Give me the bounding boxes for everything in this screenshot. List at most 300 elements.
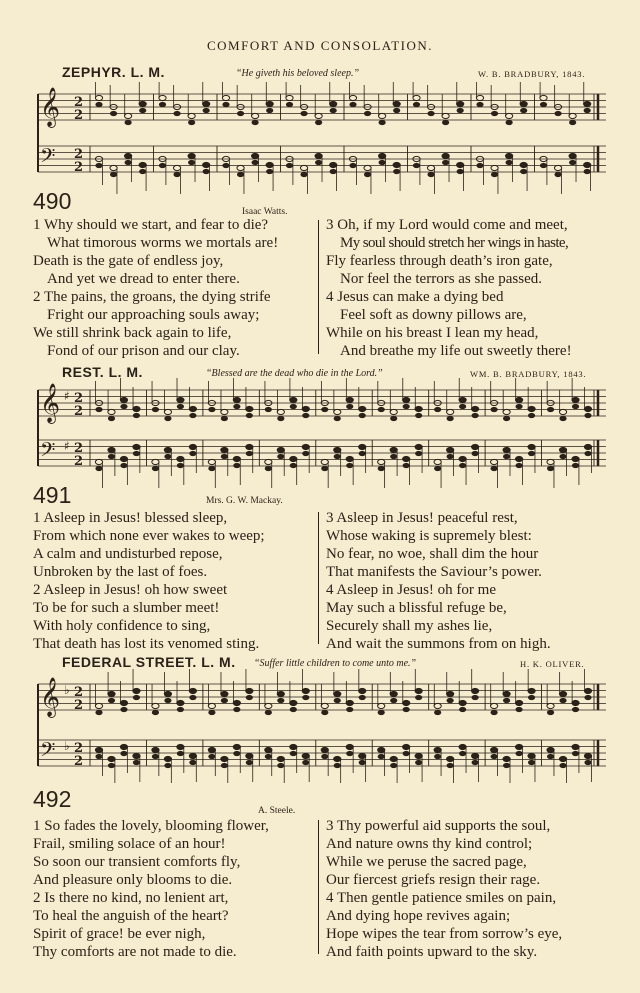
note-head (133, 413, 140, 418)
note-head (108, 416, 115, 421)
note-head (334, 454, 341, 459)
note-head (472, 695, 479, 700)
note-head (321, 710, 328, 715)
note-head (346, 751, 353, 756)
note-head (321, 459, 328, 464)
note-head (434, 466, 441, 471)
note-head (515, 397, 522, 402)
note-head (491, 165, 498, 170)
note-head (447, 447, 454, 452)
note-head (300, 165, 307, 170)
note-head (515, 707, 522, 712)
note-head (120, 707, 127, 712)
note-head (506, 153, 513, 158)
verse-line: 2 Asleep in Jesus! oh how sweet (33, 582, 228, 598)
note-head (447, 691, 454, 696)
note-head (442, 120, 449, 125)
column-divider (318, 512, 319, 644)
note-head (359, 406, 366, 411)
note-head (152, 466, 159, 471)
note-head (277, 416, 284, 421)
note-head (572, 707, 579, 712)
note-head (491, 111, 498, 116)
note-head (221, 698, 228, 703)
note-head (515, 700, 522, 705)
note-head (152, 710, 159, 715)
verse-line: 2 The pains, the groans, the dying strife (33, 289, 271, 305)
note-head (520, 108, 527, 113)
note-head (547, 466, 554, 471)
note-head (584, 753, 591, 758)
note-head (540, 163, 547, 168)
note-head (177, 397, 184, 402)
note-head (246, 695, 253, 700)
note-head (221, 409, 228, 414)
hymn-author: Mrs. G. W. Mackay. (206, 496, 283, 506)
note-head (528, 760, 535, 765)
verse-line: 3 Thy powerful aid supports the soul, (326, 818, 551, 834)
note-head (572, 456, 579, 461)
note-head (221, 756, 228, 761)
note-head (378, 407, 385, 412)
note-head (359, 413, 366, 418)
note-head (164, 763, 171, 768)
note-head (152, 703, 159, 708)
note-head (415, 688, 422, 693)
note-head (188, 120, 195, 125)
note-head (447, 454, 454, 459)
note-head (133, 451, 140, 456)
note-head (393, 108, 400, 113)
note-head (515, 404, 522, 409)
note-head (286, 95, 293, 100)
note-head (290, 707, 297, 712)
flat-icon: ♭ (64, 683, 70, 697)
note-head (208, 710, 215, 715)
note-head (378, 710, 385, 715)
verses-right (326, 216, 572, 360)
note-head (459, 397, 466, 402)
note-head (120, 744, 127, 749)
note-head (300, 172, 307, 177)
note-head (476, 102, 483, 107)
note-head (265, 466, 272, 471)
note-head (334, 763, 341, 768)
note-head (403, 404, 410, 409)
note-head (346, 744, 353, 749)
note-head (403, 700, 410, 705)
note-head (237, 165, 244, 170)
note-head (252, 153, 259, 158)
note-head (390, 698, 397, 703)
note-head (447, 698, 454, 703)
note-head (434, 710, 441, 715)
note-head (349, 102, 356, 107)
note-head (447, 416, 454, 421)
note-head (472, 688, 479, 693)
note-head (265, 407, 272, 412)
note-head (246, 406, 253, 411)
note-head (139, 169, 146, 174)
note-head (164, 756, 171, 761)
note-head (321, 754, 328, 759)
note-head (300, 111, 307, 116)
note-head (346, 700, 353, 705)
note-head (110, 111, 117, 116)
note-head (572, 751, 579, 756)
time-signature-icon: 2 (74, 441, 84, 456)
note-head (108, 409, 115, 414)
verse-line: 4 Jesus can make a dying bed (326, 289, 504, 305)
note-head (413, 102, 420, 107)
note-head (108, 756, 115, 761)
note-head (403, 463, 410, 468)
verse-line: No fear, no woe, shall dim the hour (326, 546, 539, 562)
time-signature-icon: 2 (74, 160, 84, 175)
note-head (540, 102, 547, 107)
note-head (415, 753, 422, 758)
verse-line: That manifests the Saviour’s power. (326, 564, 542, 580)
note-head (120, 751, 127, 756)
note-head (290, 700, 297, 705)
note-head (547, 407, 554, 412)
verses-left (33, 216, 278, 360)
verse-line: Fly fearless through death’s iron gate, (326, 253, 553, 269)
note-head (459, 456, 466, 461)
verse-line: 3 Oh, if my Lord would come and meet, (326, 217, 568, 233)
note-head (459, 707, 466, 712)
note-head (346, 397, 353, 402)
verse-line: Fond of our prison and our clay. (47, 343, 240, 359)
time-signature-icon: 2 (74, 685, 84, 700)
note-head (415, 406, 422, 411)
note-head (302, 695, 309, 700)
note-head (265, 747, 272, 752)
note-head (427, 165, 434, 170)
note-head (152, 407, 159, 412)
sharp-icon: ♯ (64, 389, 70, 403)
verse-line: Hope wipes the tear from sorrow’s eye, (326, 926, 563, 942)
note-head (359, 760, 366, 765)
note-head (286, 102, 293, 107)
note-head (237, 172, 244, 177)
note-head (203, 169, 210, 174)
note-head (290, 463, 297, 468)
note-head (364, 165, 371, 170)
note-head (302, 406, 309, 411)
note-head (459, 700, 466, 705)
note-head (108, 698, 115, 703)
verses-right (326, 817, 562, 961)
verse-line: And yet we dread to enter there. (47, 271, 240, 287)
note-head (133, 406, 140, 411)
note-head (472, 760, 479, 765)
note-head (222, 163, 229, 168)
note-head (125, 113, 132, 118)
verse-line: Death is the gate of endless joy, (33, 253, 224, 269)
note-head (390, 756, 397, 761)
note-head (459, 463, 466, 468)
sharp-icon: ♯ (64, 439, 70, 453)
note-head (390, 454, 397, 459)
note-head (189, 753, 196, 758)
note-head (189, 688, 196, 693)
treble-clef-icon: 𝄞 (40, 383, 61, 423)
note-head (177, 744, 184, 749)
note-head (491, 710, 498, 715)
note-head (413, 163, 420, 168)
note-head (233, 751, 240, 756)
note-head (177, 463, 184, 468)
note-head (346, 707, 353, 712)
note-head (120, 456, 127, 461)
note-head (177, 404, 184, 409)
verse-line: 1 So fades the lovely, blooming flower, (33, 818, 269, 834)
note-head (120, 404, 127, 409)
note-head (379, 113, 386, 118)
note-head (540, 95, 547, 100)
note-head (208, 754, 215, 759)
note-head (506, 120, 513, 125)
verses-right (326, 509, 551, 653)
note-head (177, 456, 184, 461)
note-head (427, 172, 434, 177)
note-head (378, 459, 385, 464)
note-head (188, 160, 195, 165)
note-head (252, 113, 259, 118)
note-head (125, 160, 132, 165)
note-head (584, 688, 591, 693)
note-head (554, 172, 561, 177)
note-head (152, 754, 159, 759)
note-head (189, 451, 196, 456)
note-head (528, 695, 535, 700)
note-head (528, 406, 535, 411)
note-head (290, 744, 297, 749)
note-head (415, 444, 422, 449)
note-head (393, 101, 400, 106)
verse-line: May such a blissful refuge be, (326, 600, 507, 616)
note-head (390, 409, 397, 414)
note-head (265, 459, 272, 464)
note-head (252, 120, 259, 125)
note-head (346, 456, 353, 461)
note-head (572, 397, 579, 402)
note-head (584, 444, 591, 449)
scripture-motto: “Blessed are the dead who die in the Lord.” (206, 368, 383, 379)
note-head (302, 753, 309, 758)
note-head (95, 95, 102, 100)
music-score-rest (0, 378, 640, 490)
verse-line: 4 Then gentle patience smiles on pain, (326, 890, 557, 906)
treble-clef-icon: 𝄞 (40, 677, 61, 717)
note-head (95, 710, 102, 715)
music-score-federal-street (0, 668, 640, 783)
note-head (95, 407, 102, 412)
note-head (108, 691, 115, 696)
note-head (152, 459, 159, 464)
verse-line: 4 Asleep in Jesus! oh for me (326, 582, 496, 598)
note-head (233, 463, 240, 468)
note-head (359, 753, 366, 758)
note-head (164, 691, 171, 696)
verse-line: 2 Is there no kind, no lenient art, (33, 890, 229, 906)
note-head (447, 763, 454, 768)
note-head (164, 409, 171, 414)
note-head (569, 160, 576, 165)
note-head (472, 451, 479, 456)
tune-name-rest: REST. L. M. (62, 364, 143, 380)
note-head (177, 751, 184, 756)
note-head (547, 754, 554, 759)
note-head (277, 756, 284, 761)
note-head (110, 172, 117, 177)
hymn-author: A. Steele. (258, 806, 296, 816)
note-head (233, 404, 240, 409)
note-head (125, 120, 132, 125)
note-head (164, 416, 171, 421)
note-head (133, 688, 140, 693)
note-head (177, 707, 184, 712)
note-head (221, 691, 228, 696)
note-head (246, 688, 253, 693)
note-head (503, 698, 510, 703)
time-signature-icon: 2 (74, 108, 84, 123)
hymn-number: 490 (33, 188, 72, 214)
note-head (520, 101, 527, 106)
note-head (246, 760, 253, 765)
note-head (133, 444, 140, 449)
note-head (139, 108, 146, 113)
note-head (173, 111, 180, 116)
note-head (569, 120, 576, 125)
note-head (472, 753, 479, 758)
flat-icon: ♭ (64, 739, 70, 753)
note-head (120, 463, 127, 468)
note-head (503, 447, 510, 452)
note-head (108, 763, 115, 768)
verse-line: 1 Asleep in Jesus! blessed sleep, (33, 510, 228, 526)
note-head (222, 102, 229, 107)
note-head (321, 747, 328, 752)
note-head (364, 111, 371, 116)
note-head (164, 454, 171, 459)
note-head (364, 172, 371, 177)
note-head (403, 397, 410, 402)
bass-clef-icon: 𝄢 (40, 144, 56, 172)
note-head (277, 698, 284, 703)
note-head (221, 416, 228, 421)
note-head (233, 456, 240, 461)
note-head (286, 163, 293, 168)
note-head (559, 763, 566, 768)
verse-line: And dying hope revives again; (326, 908, 511, 924)
note-head (459, 744, 466, 749)
note-head (459, 404, 466, 409)
note-head (559, 409, 566, 414)
verse-line: While on his breast I lean my head, (326, 325, 539, 341)
note-head (108, 454, 115, 459)
note-head (315, 120, 322, 125)
note-head (359, 695, 366, 700)
note-head (459, 751, 466, 756)
note-head (349, 163, 356, 168)
note-head (359, 451, 366, 456)
time-signature-icon: 2 (74, 741, 84, 756)
note-head (189, 406, 196, 411)
verse-line: 1 Why should we start, and fear to die? (33, 217, 269, 233)
note-head (110, 165, 117, 170)
note-head (427, 111, 434, 116)
note-head (133, 695, 140, 700)
note-head (378, 747, 385, 752)
note-head (520, 162, 527, 167)
note-head (203, 162, 210, 167)
note-head (221, 454, 228, 459)
note-head (415, 451, 422, 456)
note-head (95, 466, 102, 471)
note-head (346, 404, 353, 409)
note-head (277, 691, 284, 696)
note-head (95, 102, 102, 107)
note-head (415, 413, 422, 418)
note-head (277, 763, 284, 768)
note-head (302, 413, 309, 418)
scripture-motto: “Suffer little children to come unto me.” (254, 658, 417, 669)
verse-line: Whose waking is supremely blest: (326, 528, 532, 544)
column-divider (318, 820, 319, 954)
time-signature-icon: 2 (74, 404, 84, 419)
note-head (503, 691, 510, 696)
column-divider (318, 220, 319, 354)
note-head (233, 744, 240, 749)
note-head (233, 707, 240, 712)
verse-line: Unbroken by the last of foes. (33, 564, 208, 580)
note-head (503, 756, 510, 761)
note-head (95, 163, 102, 168)
note-head (378, 703, 385, 708)
note-head (302, 444, 309, 449)
note-head (159, 95, 166, 100)
note-head (189, 760, 196, 765)
note-head (515, 744, 522, 749)
note-head (277, 409, 284, 414)
note-head (415, 695, 422, 700)
note-head (584, 695, 591, 700)
note-head (503, 416, 510, 421)
note-head (277, 454, 284, 459)
note-head (547, 703, 554, 708)
music-score-zephyr (0, 82, 640, 197)
note-head (554, 165, 561, 170)
note-head (334, 409, 341, 414)
note-head (491, 407, 498, 412)
note-head (334, 698, 341, 703)
note-head (222, 95, 229, 100)
note-head (413, 95, 420, 100)
verse-line: And pleasure only blooms to die. (33, 872, 233, 888)
note-head (403, 456, 410, 461)
composer-credit: H. K. OLIVER. (520, 659, 585, 669)
note-head (520, 169, 527, 174)
verse-line: Feel soft as downy pillows are, (340, 307, 527, 323)
note-head (584, 101, 591, 106)
note-head (457, 169, 464, 174)
hymn-number: 492 (33, 786, 72, 812)
hymn-number: 491 (33, 482, 72, 508)
note-head (569, 153, 576, 158)
verse-line: And breathe my life out sweetly there! (340, 343, 572, 359)
